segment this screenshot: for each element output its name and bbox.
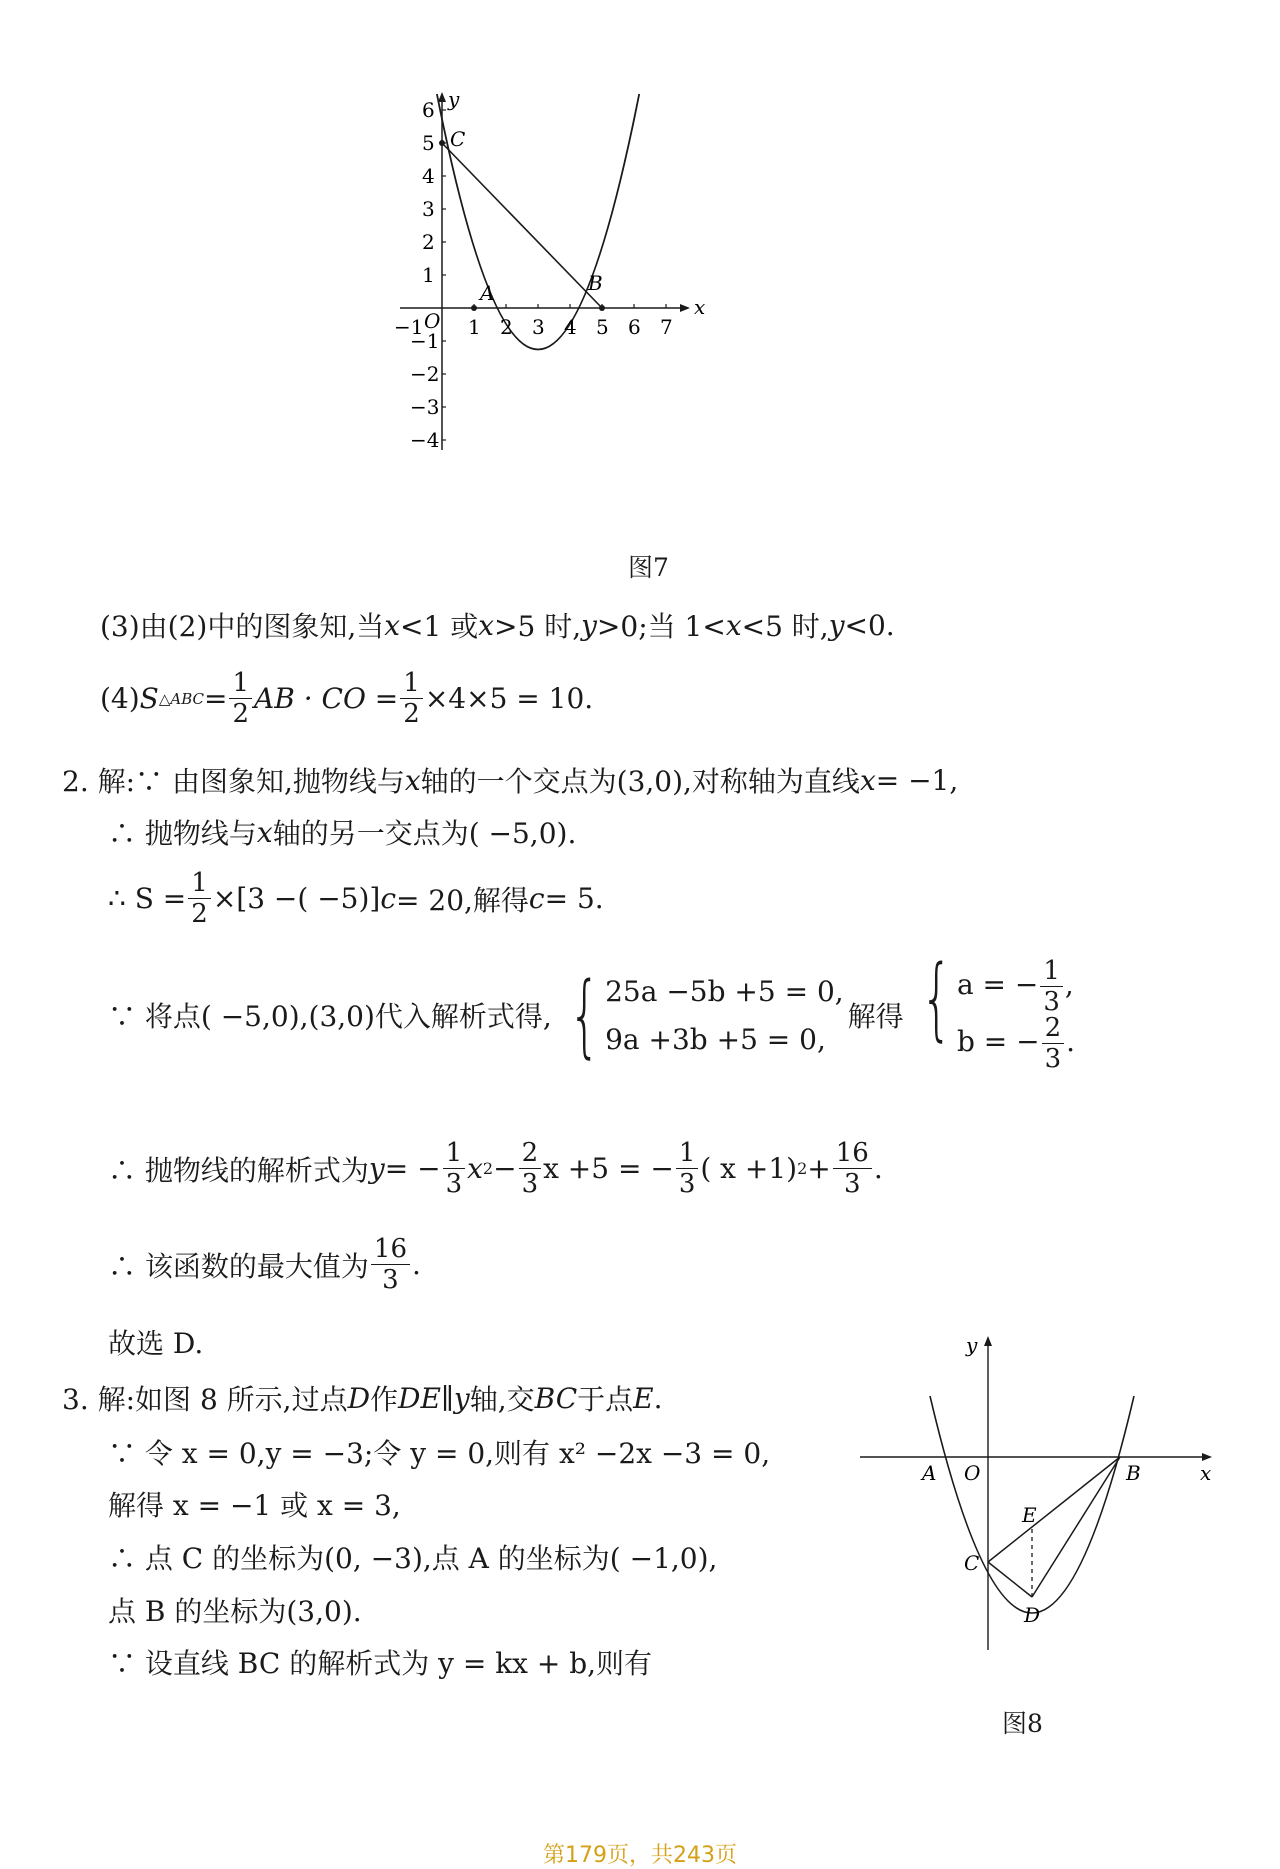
fig7-line-bc xyxy=(442,143,602,308)
fraction-half: $\frac{1}{2}$ xyxy=(229,670,252,727)
fig7-x-label: x xyxy=(694,295,706,319)
page-indicator: 第179页，共243页 xyxy=(543,1843,737,1868)
equation-system: { 25a −5b +5 = 0, 9a +3b +5 = 0, xyxy=(568,962,844,1068)
fig7-point-b-label: B xyxy=(588,271,603,295)
part-3-line: (3)由(2)中的图象知,当 x <1 或 x >5 时, y >0;当 1< x <5 时, y <0. xyxy=(100,608,895,643)
fraction-half: $\frac{1}{2}$ xyxy=(400,670,423,727)
fig8-y-arrow xyxy=(984,1336,992,1346)
q2-line-2: ∴ 抛物线与 x 轴的另一交点为( −5,0). xyxy=(108,815,577,850)
fig7-xtick-label: 6 xyxy=(628,315,641,339)
fig7-point-a-dot xyxy=(471,305,477,311)
fig7-xtick-label: 3 xyxy=(532,315,545,339)
fig8-point-c-label: C xyxy=(964,1551,980,1575)
fig7-origin-label: O xyxy=(424,309,441,333)
fig7-point-c-dot xyxy=(439,140,445,146)
fig7-ytick-label: 5 xyxy=(422,131,435,155)
fig8-x-arrow xyxy=(1202,1453,1212,1461)
q3-line-6: ∵ 设直线 BC 的解析式为 y = kx + b,则有 xyxy=(108,1647,653,1680)
q3-line-3: 解得 x = −1 或 x = 3, xyxy=(108,1489,401,1522)
q3-line-1: 3. 解:如图 8 所示,过点 D 作 DE ∥ y 轴,交 BC 于点 E . xyxy=(62,1381,663,1416)
fig7-ytick-label: 2 xyxy=(422,230,435,254)
fig8-point-d-label: D xyxy=(1024,1603,1041,1627)
fig7-point-c-label: C xyxy=(450,127,466,151)
fig8-origin-label: O xyxy=(964,1461,981,1485)
figure-8-caption: 图8 xyxy=(1002,1709,1043,1738)
fig7-y-arrow xyxy=(438,92,446,102)
fig7-ytick-label: −3 xyxy=(410,395,440,419)
fig8-line-bc xyxy=(988,1457,1120,1562)
q3-line-5: 点 B 的坐标为(3,0). xyxy=(108,1595,362,1628)
fig7-ytick-label: 6 xyxy=(422,98,435,122)
fig7-xtick-label: 7 xyxy=(660,315,673,339)
fig7-xtick-label: 4 xyxy=(564,315,577,339)
figure-8 xyxy=(860,1330,1220,1660)
fig7-xtick-label: 1 xyxy=(468,315,481,339)
figure-8-graph xyxy=(860,1330,1220,1660)
fig7-xtick-label: 2 xyxy=(500,315,513,339)
fig7-y-label: y xyxy=(448,87,460,111)
fig7-ytick-label: 1 xyxy=(422,263,435,287)
q2-line-7: 故选 D. xyxy=(108,1327,204,1360)
fig7-point-b-dot xyxy=(599,305,605,311)
q2-line-3: ∴ S = $\frac{1}{2}$ ×[3 −( −5)] c = 20,解得 c = 5. xyxy=(108,868,604,929)
q3-line-4: ∴ 点 C 的坐标为(0, −3),点 A 的坐标为( −1,0), xyxy=(108,1542,718,1575)
fig7-ytick-label: 3 xyxy=(422,197,435,221)
fig7-xtick-label: −1 xyxy=(394,315,424,339)
q2-line-6: ∴ 该函数的最大值为 $\frac{16}{3}$ . xyxy=(108,1234,421,1295)
fig7-x-arrow xyxy=(680,304,690,312)
fig8-line-bd xyxy=(1032,1457,1120,1597)
figure-7-graph xyxy=(380,80,720,480)
fig7-point-a-label: A xyxy=(480,281,495,305)
q2-line-4: ∵ 将点( −5,0),(3,0)代入解析式得, { 25a −5b +5 = 0, 9a +3b +5 = 0, 解得 { a = − $\frac{1}{3}$ , b = − $\frac{2}{3}$ . xyxy=(108,946,1076,1074)
fig7-xtick-label: 5 xyxy=(596,315,609,339)
fig7-ytick-label: −2 xyxy=(410,362,440,386)
q2-line-5: ∴ 抛物线的解析式为 y = − $\frac{1}{3}$ x 2 − $\frac{2}{3}$ x +5 = − $\frac{1}{3}$ ( x +1) 2 + $\frac{16}{3}$ . xyxy=(108,1138,883,1199)
fig8-line-cd xyxy=(988,1562,1032,1597)
fig8-point-b-label: B xyxy=(1126,1461,1141,1485)
figure-7 xyxy=(380,80,720,480)
fig8-point-a-label: A xyxy=(922,1461,937,1485)
fig7-ytick-label: −1 xyxy=(410,329,440,353)
part-4-line: (4) S △ABC = $\frac{1}{2}$ AB · CO = $\frac{1}{2}$ ×4×5 = 10. xyxy=(100,668,594,729)
fig7-ytick-label: 4 xyxy=(422,164,435,188)
q3-line-2: ∵ 令 x = 0,y = −3;令 y = 0,则有 x² −2x −3 = 0, xyxy=(108,1437,771,1470)
fig8-y-label: y xyxy=(966,1333,978,1357)
fig7-ytick-label: −4 xyxy=(410,428,440,452)
solution-system: { a = − $\frac{1}{3}$ , b = − $\frac{2}{3}$ . xyxy=(920,946,1076,1074)
q2-line-1: 2. 解:∵ 由图象知,抛物线与 x 轴的一个交点为(3,0),对称轴为直线 x = −1, xyxy=(62,763,959,798)
fig7-parabola xyxy=(437,94,639,350)
fraction-half: $\frac{1}{2}$ xyxy=(188,870,211,927)
fig8-x-label: x xyxy=(1200,1461,1212,1485)
fig8-point-e-label: E xyxy=(1022,1503,1037,1527)
figure-7-caption: 图7 xyxy=(628,553,669,582)
